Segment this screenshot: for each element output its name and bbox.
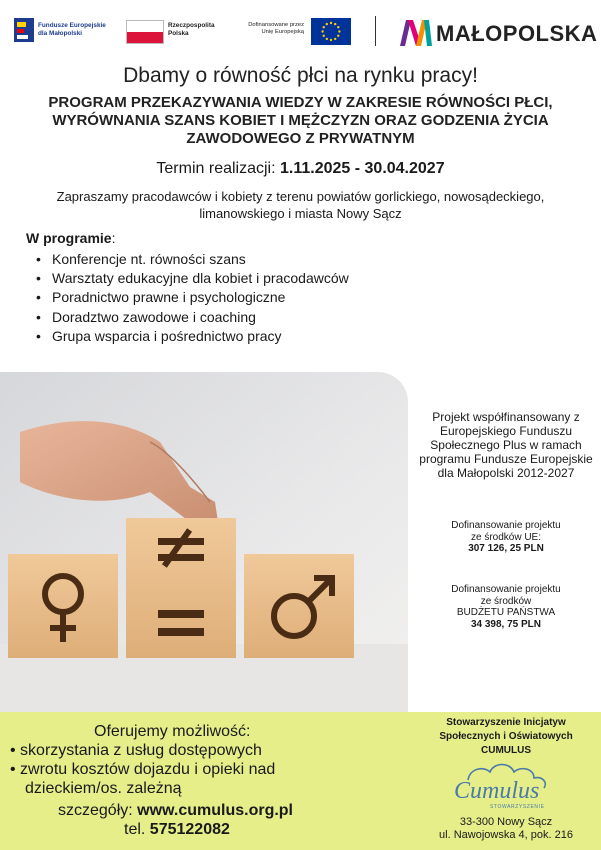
- offer-title: Oferujemy możliwość:: [94, 723, 251, 740]
- phone-line: [124, 820, 230, 839]
- program-heading-text: W programie: [26, 230, 112, 246]
- list-item: • Poradnictwo prawne i psychologiczne: [36, 288, 349, 307]
- address-line1: 33-300 Nowy Sącz: [459, 816, 553, 828]
- ue-amount: 307 126, 25 PLN: [468, 543, 544, 554]
- project-info: Projekt współfinansowany z Europejskiego Funduszu Społecznego Plus w ramach programu Fundusze Europejskie dla Małopolski 2012-2027: [419, 410, 593, 480]
- malopolska-logo-icon: [400, 20, 432, 46]
- org-line1: Stowarzyszenie Inicjatyw: [446, 717, 566, 728]
- ue-label1: Dofinansowanie projektu: [451, 520, 561, 531]
- list-item: • Konferencje nt. równości szans: [36, 250, 349, 269]
- rp-line1: Rzeczpospolita: [168, 22, 215, 29]
- program-list: [36, 250, 349, 346]
- state-label2: ze środków: [480, 595, 532, 607]
- eu-line2: Unię Europejską: [261, 29, 304, 35]
- gender-equality-photo: [0, 372, 408, 712]
- fe-line2: dla Małopolski: [38, 29, 83, 37]
- eu-line1: Dofinansowane przez: [248, 22, 304, 28]
- cumulus-wordmark: Cumulus: [454, 778, 540, 804]
- eu-flag-icon: [311, 18, 351, 45]
- poland-flag-icon: [126, 20, 164, 44]
- malopolska-wordmark: MAŁOPOLSKA: [436, 21, 598, 46]
- org-line3: CUMULUS: [481, 745, 531, 756]
- male-block: [244, 554, 354, 658]
- offer-item-2-cont: dzieckiem/os. zależną: [25, 780, 182, 797]
- term-dates: 1.11.2025 - 30.04.2027: [280, 160, 445, 177]
- organization-address: [418, 816, 594, 842]
- cumulus-subtitle: STOWARZYSZENIE: [490, 804, 545, 810]
- state-funding: [418, 584, 594, 630]
- organization-name: [418, 716, 594, 758]
- program-heading: [26, 230, 115, 246]
- phone-label: tel.: [124, 821, 150, 838]
- fundusze-europejskie-label: [38, 22, 118, 37]
- rp-line2: Polska: [168, 29, 189, 37]
- fundusze-europejskie-icon: [14, 18, 34, 42]
- logo-bar: [0, 0, 601, 62]
- details-line: [58, 801, 293, 820]
- state-label3: BUDŻETU PAŃSTWA: [456, 607, 556, 618]
- logo-separator: [375, 16, 376, 46]
- org-line2: Społecznych i Oświatowych: [439, 731, 573, 742]
- state-amount: 34 398, 75 PLN: [470, 618, 542, 630]
- fe-line1: Fundusze Europejskie: [38, 22, 106, 29]
- cumulus-logo-icon: [446, 758, 566, 814]
- rzeczpospolita-label: [168, 22, 228, 37]
- program-title: PROGRAM PRZEKAZYWANIA WIEDZY W ZAKRESIE RÓWNOŚCI PŁCI, WYRÓWNANIA SZANS KOBIET I MĘŻCZYZN ORAZ GODZENIA ŻYCIA ZAWODOWEGO Z PRYWATNYM: [48, 94, 553, 147]
- invite-text: Zapraszamy pracodawców i kobiety z terenu powiatów gorlickiego, nowosądeckiego, limanowskiego i miasta Nowy Sącz: [56, 189, 545, 221]
- term-label: Termin realizacji:: [156, 160, 276, 177]
- offer-item-2: • zwrotu kosztów dojazdu i opieki nad: [10, 761, 276, 778]
- blocks-illustration: [0, 372, 408, 712]
- phone-number[interactable]: 575122082: [149, 821, 230, 838]
- list-item: • Warsztaty edukacyjne dla kobiet i pracodawców: [36, 269, 349, 288]
- state-label1: Dofinansowanie projektu: [451, 584, 561, 595]
- female-block: [8, 554, 118, 658]
- list-item: • Doradztwo zawodowe i coaching: [36, 308, 349, 327]
- headline: Dbamy o równość płci na rynku pracy!: [123, 64, 478, 87]
- ue-label2: ze środków UE:: [470, 531, 542, 543]
- website-link[interactable]: www.cumulus.org.pl: [137, 802, 293, 819]
- ue-funding: [418, 520, 594, 555]
- eu-funding-label: [232, 22, 304, 36]
- address-line2: ul. Nawojowska 4, pok. 216: [439, 829, 573, 841]
- list-item: • Grupa wsparcia i pośrednictwo pracy: [36, 327, 349, 346]
- term-line: [0, 160, 601, 178]
- program-heading-colon: :: [111, 230, 116, 246]
- offer-item-1: • skorzystania z usług dostępowych: [10, 742, 262, 759]
- details-label: szczegóły:: [58, 802, 138, 819]
